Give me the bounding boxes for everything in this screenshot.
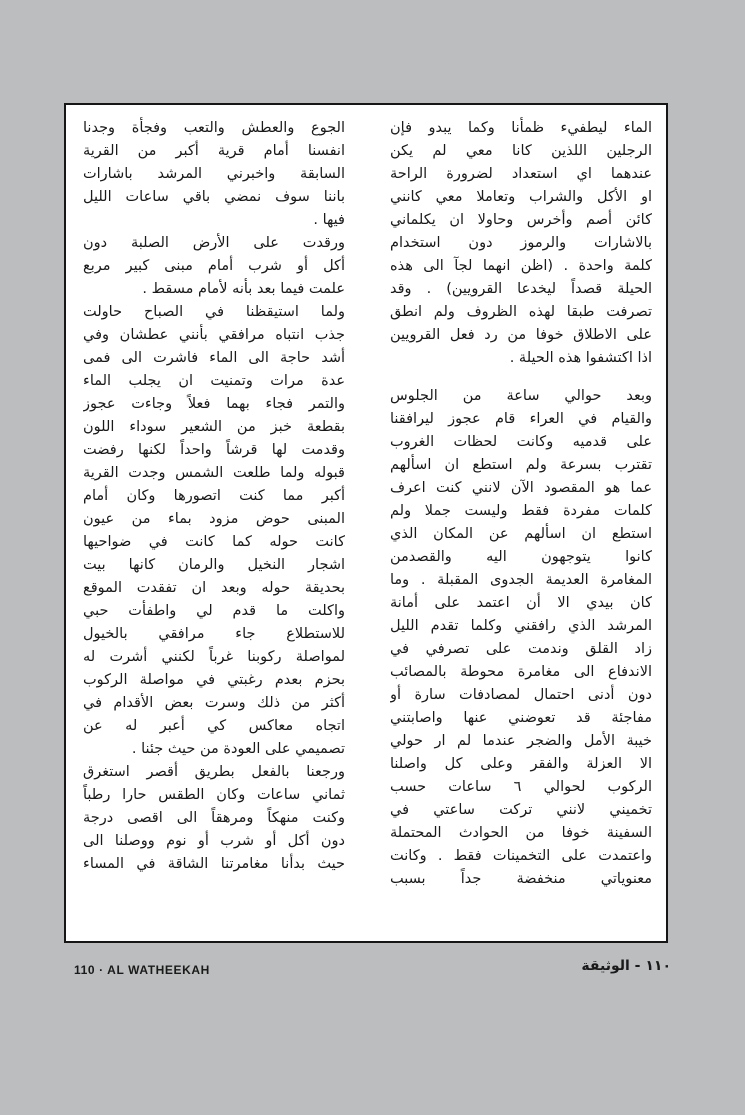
text-line: بحزم بعدم رغبتي في مواصلة الركوب xyxy=(83,672,345,688)
text-line: زاد القلق وندمت على تصرفي في xyxy=(390,641,652,657)
text-line: كلمة واحدة . (اظن انهما لجآ الى هذه xyxy=(390,258,652,274)
text-line: دون أدنى احتمال لمصادفات سارة أو xyxy=(390,687,652,703)
text-line: مفاجئة قد تعوضني عنها واصابتني xyxy=(390,710,652,726)
text-line: المبنى حوض مزود بماء من عيون xyxy=(83,511,345,527)
text-line: السابقة واخبرني المرشد باشارات xyxy=(83,166,345,182)
text-line: ورجعنا بالفعل بطريق أقصر استغرق xyxy=(83,764,345,780)
text-line: كائن أصم وأخرس وحاولا ان يكلماني xyxy=(390,212,652,228)
page-number-arabic: ١١٠ - الوثيقة xyxy=(581,958,671,974)
text-line: عدة مرات وتمنيت ان يجلب الماء xyxy=(83,373,345,389)
text-line: وبعد حوالي ساعة من الجلوس xyxy=(390,388,652,404)
text-line: حيث بدأنا مغامرتنا الشاقة في المساء xyxy=(83,856,345,872)
text-line: على الاطلاق خوفا من رد فعل القرويين xyxy=(390,327,652,343)
text-line: السفينة خوفا من الحوادث المحتملة xyxy=(390,825,652,841)
text-line: عندهما اي استعداد لضرورة الراحة xyxy=(390,166,652,182)
text-line: كانت حوله كما كانت في ضواحيها xyxy=(83,534,345,550)
text-line: باننا سوف نمضي باقي ساعات الليل xyxy=(83,189,345,205)
text-line: ولما استيقظنا في الصباح حاولت xyxy=(83,304,345,320)
text-line: المرشد الذي رافقني وكلما تقدم الليل xyxy=(390,618,652,634)
text-line: على قدميه وكانت لحظات الغروب xyxy=(390,434,652,450)
text-line: الاندفاع الى مغامرة محوطة بالمصائب xyxy=(390,664,652,680)
text-line: الرجلين اللذين كانا معي لم يكن xyxy=(390,143,652,159)
text-line: اتجاه معاكس كي أعبر له عن xyxy=(83,718,345,734)
right-text-column xyxy=(390,117,652,939)
article-frame xyxy=(64,103,668,943)
text-line: لمواصلة ركوبنا غرباً لكنني أشرت له xyxy=(83,649,345,665)
text-line: استطع ان اسألهم عن المكان الذي xyxy=(390,526,652,542)
text-line: الجوع والعطش والتعب وفجأة وجدنا xyxy=(83,120,345,136)
text-line: ورقدت على الأرض الصلبة دون xyxy=(83,235,345,251)
text-line: خيبة الأمل والضجر عندما لم ار حولي xyxy=(390,733,652,749)
text-line: أشد حاجة الى الماء فاشرت الى فمى xyxy=(83,350,345,366)
text-line: معنوياتي منخفضة جداً بسبب xyxy=(390,871,652,887)
text-line: انفسنا أمام قرية أكبر من القرية xyxy=(83,143,345,159)
text-line: الا العزلة والفقر وعلى كل واصلنا xyxy=(390,756,652,772)
text-line: أكثر من ذلك وسرت بعض الأقدام في xyxy=(83,695,345,711)
text-line: أكبر مما كنت اتصورها وكان أمام xyxy=(83,488,345,504)
text-line: والقيام في العراء قام عجوز ليرافقنا xyxy=(390,411,652,427)
text-line: والتمر فجاء بهما فعلاً وجاءت عجوز xyxy=(83,396,345,412)
text-line: دون أكل أو شرب أو نوم ووصلنا الى xyxy=(83,833,345,849)
text-line: للاستطلاع جاء مرافقي بالخيول xyxy=(83,626,345,642)
text-line: او الأكل والشراب وتعاملا معي كانني xyxy=(390,189,652,205)
text-line: وكنت منهكاً ومرهقاً الى اقصى درجة xyxy=(83,810,345,826)
text-line: تقترب بسرعة ولم استطع ان اسألهم xyxy=(390,457,652,473)
text-line: جذب انتباه مرافقي بأنني عطشان وفي xyxy=(83,327,345,343)
text-line: اذا اكتشفوا هذه الحيلة . xyxy=(509,350,652,366)
text-line: المغامرة العديمة الجدوى المقبلة . وما xyxy=(390,572,652,588)
text-line: الحيلة قصداً ليخدعا القرويين) . وقد xyxy=(390,281,652,297)
page-number-latin: 110 · AL WATHEEKAH xyxy=(74,963,210,977)
text-line: عما هو المقصود الآن لانني كنت اعرف xyxy=(390,480,652,496)
text-line: كلمات مفردة فقط وليست جملا ولم xyxy=(390,503,652,519)
text-line: قبوله ولما طلعت الشمس وجدت القرية xyxy=(83,465,345,481)
text-line: الماء ليطفيء ظمأنا وكما يبدو فإن xyxy=(390,120,652,136)
text-line: كان بيدي الا أن اعتمد على أمانة xyxy=(390,595,652,611)
text-line: اشجار النخيل والرمان كانها بيت xyxy=(83,557,345,573)
text-line: واكلت ما قدم لي واطفأت حبي xyxy=(83,603,345,619)
text-line: ثماني ساعات وكان الطقس حارا رطباً xyxy=(83,787,345,803)
text-line: فيها . xyxy=(313,212,345,228)
text-line: أكل أو شرب أمام مبنى كبير مربع xyxy=(83,258,345,274)
left-text-column xyxy=(83,117,345,939)
text-line: بقطعة خبز من الشعير سوداء اللون xyxy=(83,419,345,435)
text-line: علمت فيما بعد بأنه لأمام مسقط . xyxy=(142,281,345,297)
text-line: واعتمدت على التخمينات فقط . وكانت xyxy=(390,848,652,864)
text-line: الركوب لحوالي ٦ ساعات حسب xyxy=(390,779,652,795)
text-line: تصميمي على العودة من حيث جئنا . xyxy=(131,741,345,757)
text-line: بحديقة حوله وبعد ان تفقدت الموقع xyxy=(83,580,345,596)
text-line: تخميني لانني تركت ساعتي في xyxy=(390,802,652,818)
text-line: بالاشارات والرموز دون استخدام xyxy=(390,235,652,251)
text-line: كانوا يتوجهون اليه والقصدمن xyxy=(390,549,652,565)
text-line: وقدمت لها قرشاً واحداً لكنها رفضت xyxy=(83,442,345,458)
text-line: تصرفت طبقا لهذه الظروف ولم انطق xyxy=(390,304,652,320)
